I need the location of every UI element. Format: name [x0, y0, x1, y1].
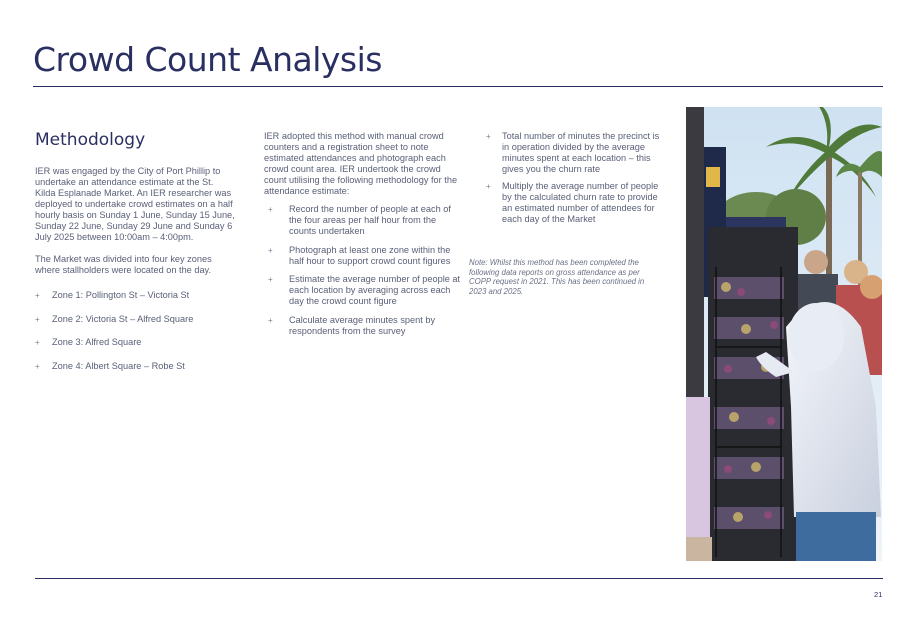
- plus-bullet-icon: +: [268, 205, 273, 214]
- plus-bullet-icon: +: [35, 291, 40, 300]
- list-item: [35, 361, 235, 372]
- step-text: Multiply the average number of people by the calculated churn rate to provide an estimated number of attendees for each day of the Market: [502, 181, 659, 224]
- page-title: Crowd Count Analysis: [33, 40, 382, 79]
- list-item: [486, 181, 666, 225]
- method-note: Note: Whilst this method has been completed the following data reports on gross attendance as per COPP request in 2021. This has been continued in 2023 and 2025.: [469, 258, 645, 296]
- step-text: Record the number of people at each of the four areas per half hour from the counts undertaken: [289, 204, 451, 236]
- list-item: [264, 245, 464, 267]
- step-text: Calculate average minutes spent by respondents from the survey: [289, 314, 436, 336]
- list-item: [35, 314, 235, 325]
- plus-bullet-icon: +: [35, 314, 40, 324]
- footer-divider: [35, 578, 883, 579]
- plus-bullet-icon: +: [268, 275, 273, 284]
- methodology-column: [35, 130, 235, 384]
- method-steps-continued-list: [486, 131, 666, 225]
- list-item: [486, 131, 666, 175]
- zone-label: Zone 4: Albert Square – Robe St: [52, 360, 185, 371]
- plus-bullet-icon: +: [35, 338, 40, 347]
- page-number: 21: [874, 590, 883, 599]
- zone-label: Zone 2: Victoria St – Alfred Square: [52, 313, 194, 324]
- methodology-intro: IER was engaged by the City of Port Phillip to undertake an attendance estimate at the St. Kilda Esplanade Market. An IER researcher was deployed to undertake crowd estimates on a half hourly basis on Sunday 1 June, Sunday 15 June, Sunday 22 June, Sunday 29 June and Sunday 6 July 2025 between 10:00am – 4:00pm.: [35, 166, 235, 242]
- method-steps-list: [264, 204, 464, 337]
- plus-bullet-icon: +: [486, 132, 491, 141]
- methodology-heading: Methodology: [35, 130, 146, 150]
- method-column: [264, 131, 464, 344]
- list-item: [264, 315, 464, 337]
- plus-bullet-icon: +: [486, 182, 491, 191]
- zones-intro: The Market was divided into four key zones where stallholders were located on the day.: [35, 254, 212, 275]
- zone-label: Zone 3: Alfred Square: [52, 337, 142, 347]
- title-divider: [33, 86, 883, 87]
- zone-label: Zone 1: Pollington St – Victoria St: [52, 290, 190, 300]
- method-continued-column: [486, 131, 666, 231]
- plus-bullet-icon: +: [268, 315, 273, 325]
- zones-list: [35, 290, 235, 372]
- market-photo: [686, 107, 882, 561]
- method-intro: IER adopted this method with manual crowd counters and a registration sheet to note estimated attendances and photograph each crowd count area. IER undertook the crowd count utilising the following methodology for the attendance estimate:: [264, 131, 458, 196]
- list-item: [35, 290, 235, 301]
- step-text: Total number of minutes the precinct is in operation divided by the average minutes spent at each location – this gives you the churn rate: [502, 131, 660, 174]
- list-item: [264, 204, 464, 237]
- list-item: [264, 274, 464, 307]
- step-text: Photograph at least one zone within the half hour to support crowd count figures: [289, 244, 451, 266]
- step-text: Estimate the average number of people at each location by averaging across each day the crowd count figure: [289, 274, 461, 306]
- list-item: [35, 337, 235, 348]
- plus-bullet-icon: +: [35, 361, 40, 371]
- plus-bullet-icon: +: [268, 245, 273, 255]
